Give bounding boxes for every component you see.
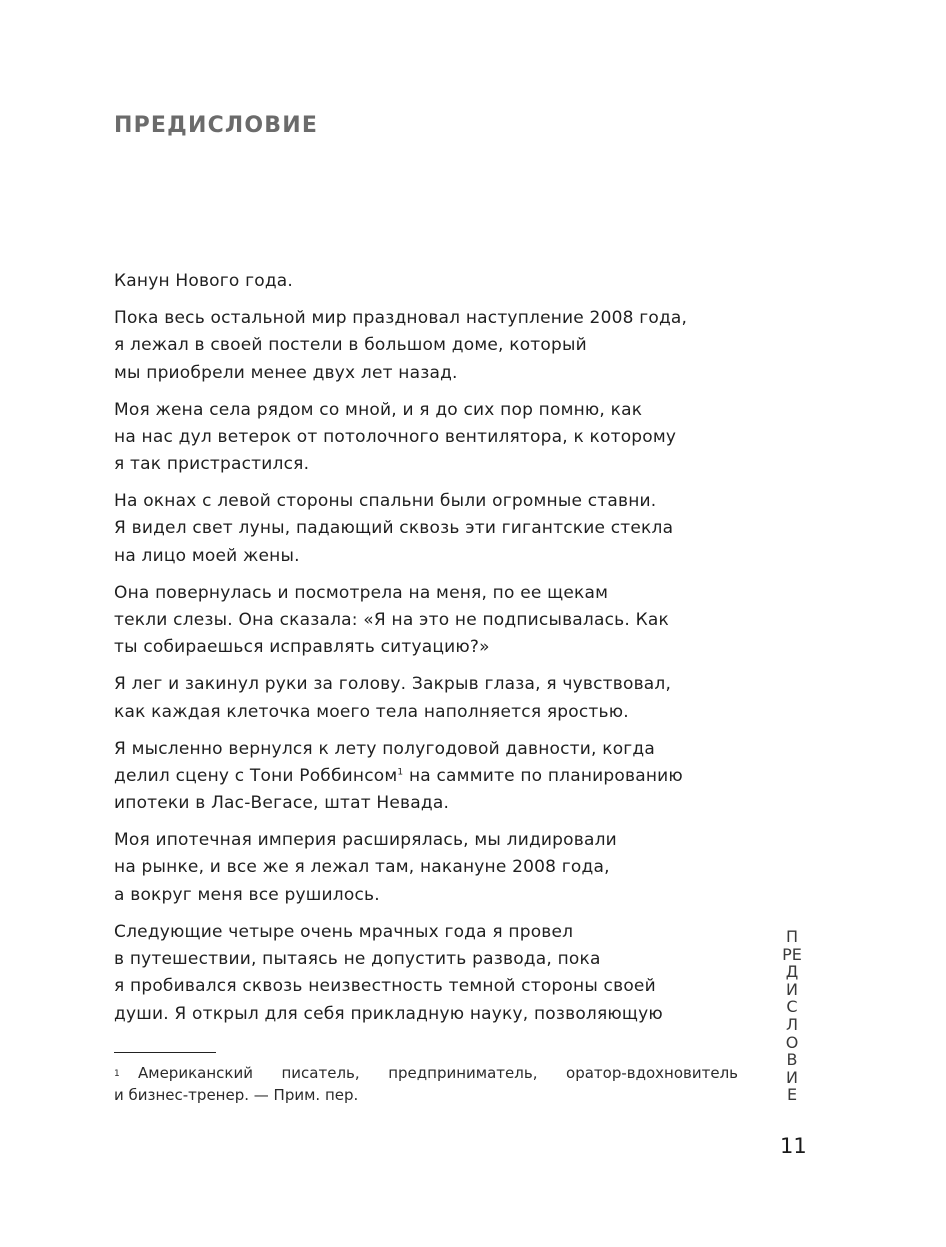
text-line: Пока весь остальной мир праздновал наступление 2008 года, <box>114 307 688 328</box>
footnote-line <box>114 1063 738 1085</box>
text-line: я пробивался сквозь неизвестность темной стороны своей <box>114 976 656 997</box>
text-line: на лицо моей жены. <box>114 545 300 566</box>
text-line: ипотеки в Лас-Вегасе, штат Невада. <box>114 793 450 814</box>
paragraph <box>114 397 754 479</box>
paragraph <box>114 305 754 387</box>
body-text <box>114 268 754 1038</box>
text-fragment: делил сцену с Тони Роббинсом <box>114 765 398 786</box>
footnote-divider <box>114 1052 216 1053</box>
text-line: Я видел свет луны, падающий сквозь эти гигантские стекла <box>114 518 674 539</box>
text-line: я лежал в своей постели в большом доме, который <box>114 335 587 356</box>
text-line: Канун Нового года. <box>114 271 294 291</box>
text-line: на рынке, и все же я лежал там, накануне 2008 года, <box>114 857 610 878</box>
text-line: На окнах с левой стороны спальни были огромные ставни. <box>114 491 657 512</box>
text-line: Я мысленно вернулся к лету полугодовой давности, когда <box>114 738 656 759</box>
text-line: текли слезы. Она сказала: «Я на это не подписывалась. Как <box>114 610 669 631</box>
text-line: души. Я открыл для себя прикладную науку, позволяющую <box>114 1003 663 1024</box>
text-line: а вокруг меня все рушилось. <box>114 884 380 905</box>
text-line-with-footnote <box>114 763 754 790</box>
text-line: Следующие четыре очень мрачных года я провел <box>114 921 574 942</box>
text-line: я так пристрастился. <box>114 454 310 475</box>
paragraph <box>114 736 754 818</box>
footnote-reference[interactable]: 1 <box>397 767 404 778</box>
text-line: Моя жена села рядом со мной, и я до сих пор помню, как <box>114 399 643 420</box>
footnote <box>114 1063 738 1106</box>
text-line: на нас дул ветерок от потолочного вентилятора, к которому <box>114 426 677 447</box>
paragraph <box>114 827 754 909</box>
paragraph <box>114 268 754 295</box>
running-title: ПРЕДИСЛОВИЕ <box>782 927 802 1105</box>
chapter-title: ПРЕДИСЛОВИЕ <box>114 113 319 138</box>
text-line: Она повернулась и посмотрела на меня, по ее щекам <box>114 582 609 603</box>
text-line: ты собираешься исправлять ситуацию?» <box>114 637 490 658</box>
paragraph <box>114 671 754 726</box>
paragraph <box>114 488 754 570</box>
footnote-text: Американский писатель, предприниматель, оратор-вдохновитель <box>138 1064 738 1082</box>
page-number: 11 <box>780 1134 807 1158</box>
paragraph <box>114 919 754 1028</box>
text-line: как каждая клеточка моего тела наполняется яростью. <box>114 701 629 722</box>
footnote-number: 1 <box>114 1069 120 1079</box>
text-line: мы приобрели менее двух лет назад. <box>114 362 458 383</box>
text-line: в путешествии, пытаясь не допустить развода, пока <box>114 949 601 970</box>
footnote-line: и бизнес-тренер. — Прим. пер. <box>114 1086 359 1104</box>
text-line: Моя ипотечная империя расширялась, мы лидировали <box>114 830 617 851</box>
text-line: Я лег и закинул руки за голову. Закрыв глаза, я чувствовал, <box>114 674 672 695</box>
text-fragment: на саммите по планированию <box>403 765 683 786</box>
paragraph <box>114 580 754 662</box>
